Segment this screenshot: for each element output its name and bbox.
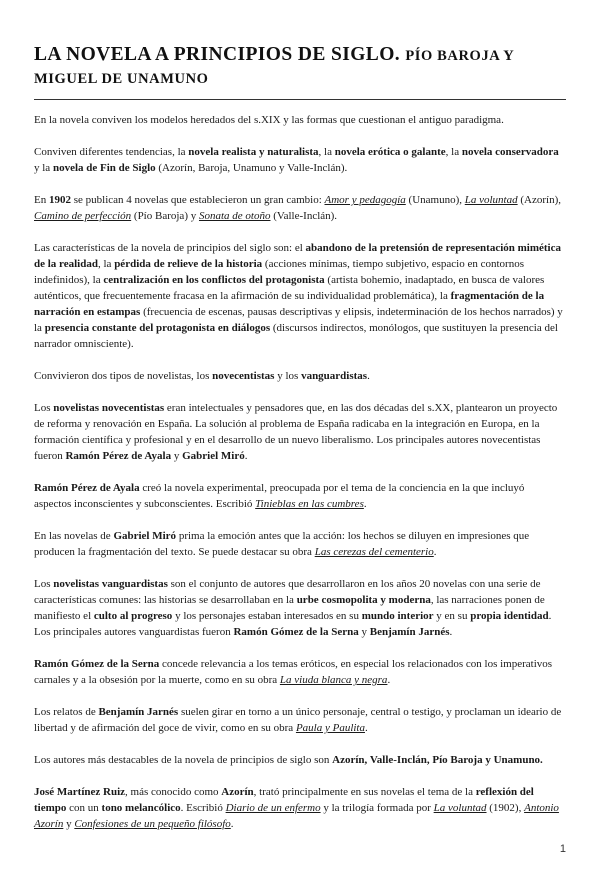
- page-number: 1: [559, 843, 566, 855]
- paragraph: José Martínez Ruiz, más conocido como Azorín, trató principalmente en sus novelas el tema de la reflexión del tiempo con un tono melancólico. Escribió Diario de un enfermo y la trilogía formada por La voluntad (1902), Antonio Azorín y Confesiones de un pequeño filósofo.: [34, 786, 559, 830]
- paragraph: Las características de la novela de principios del siglo son: el abandono de la pretensión de representación mimética de la realidad, la pérdida de relieve de la historia (acciones mínimas, tiempo subjetivo, espacio en contornos indefinidos), la centralización en los conflictos del protagonista (artista bohemio, inadaptado, en busca de valores auténticos, que frecuentemente fracasa en la afirmación de su individualidad problemática), la fragmentación de la narración en estampas (frecuencia de escenas, pausas descriptivas y elipsis, indeterminación de los hechos narrados) y la presencia constante del protagonista en diálogos (discursos indirectos, monólogos, que sustituyen la presencia del narrador omnisciente).: [34, 242, 563, 350]
- link-diario-de-un-enfermo[interactable]: Diario de un enfermo: [225, 802, 321, 814]
- link-paula-y-paulita[interactable]: Paula y Paulita: [295, 722, 365, 734]
- paragraph: Convivieron dos tipos de novelistas, los novecentistas y los vanguardistas.: [34, 370, 370, 382]
- link-la-voluntad[interactable]: La voluntad: [464, 194, 518, 206]
- link-camino-de-perfeccion[interactable]: Camino de perfección: [34, 210, 132, 222]
- title-main: LA NOVELA A PRINCIPIOS DE SIGLO.: [34, 44, 401, 65]
- paragraph: Los novelistas vanguardistas son el conjunto de autores que desarrollaron en los años 20 novelas con una serie de características comunes: las historias se desarrollaban en la urbe cosmopolita y moderna, las narraciones ponen de manifiesto el culto al progreso y los personajes estaban interesados en su mundo interior y en su propia identidad. Los principales autores vanguardistas fueron Ramón Gómez de la Serna y Benjamín Jarnés.: [34, 578, 552, 638]
- paragraph: Los autores más destacables de la novela de principios de siglo son Azorín, Valle-Inclán, Pío Baroja y Unamuno.: [34, 754, 543, 766]
- link-la-viuda-blanca-y-negra[interactable]: La viuda blanca y negra: [279, 674, 388, 686]
- link-las-cerezas-del-cementerio[interactable]: Las cerezas del cementerio: [314, 546, 434, 558]
- title-sub: PÍO BAROJA Y MIGUEL DE UNAMUNO: [34, 48, 514, 87]
- paragraph: Los relatos de Benjamín Jarnés suelen girar en torno a un único personaje, central o testigo, y proclaman un ideario de libertad y de afirmación del goce de vivir, como en su obra Paula y Paulita.: [34, 706, 562, 734]
- paragraph: En las novelas de Gabriel Miró prima la emoción antes que la acción: los hechos se diluyen en impresiones que producen la fragmentación del texto. Se puede destacar su obra Las cerezas del cementerio.: [34, 530, 530, 558]
- paragraph: Conviven diferentes tendencias, la novela realista y naturalista, la novela erótica o galante, la novela conservadora y la novela de Fin de Siglo (Azorín, Baroja, Unamuno y Valle-Inclán).: [34, 146, 559, 174]
- paragraph: Ramón Gómez de la Serna concede relevancia a los temas eróticos, en especial los relacionados con los imperativos carnales y a la obsesión por la muerte, como en su obra La viuda blanca y negra.: [34, 658, 553, 686]
- document-body: [34, 112, 564, 832]
- paragraph: Los novelistas novecentistas eran intelectuales y pensadores que, en las dos décadas del s.XX, plantearon un proyecto de reforma y renovación en España. La solución al problema de España radicaba en la integración en Europa, en la formación científica y profesional y en el desarrollo de un nuevo liberalismo. Los principales autores novecentistas fueron Ramón Pérez de Ayala y Gabriel Miró.: [34, 402, 558, 462]
- title-divider: [34, 99, 566, 100]
- paragraph: En la novela conviven los modelos heredados del s.XIX y las formas que cuestionan el antiguo paradigma.: [34, 114, 504, 126]
- page-title: [34, 44, 564, 90]
- link-sonata-de-otono[interactable]: Sonata de otoño: [198, 210, 271, 222]
- document-page: [0, 44, 600, 892]
- link-confesiones-de-un-pequeno-filosofo[interactable]: Confesiones de un pequeño filósofo: [74, 818, 231, 830]
- link-tinieblas-en-las-cumbres[interactable]: Tinieblas en las cumbres: [255, 498, 364, 510]
- link-antonio-azorin[interactable]: Antonio Azorín: [34, 802, 559, 830]
- link-la-voluntad-2[interactable]: La voluntad: [433, 802, 487, 814]
- paragraph: Ramón Pérez de Ayala creó la novela experimental, preocupada por el tema de la conciencia en la que incluyó aspectos inconscientes y subconscientes. Escribió Tinieblas en las cumbres.: [34, 482, 525, 510]
- link-amor-y-pedagogia[interactable]: Amor y pedagogía: [324, 194, 406, 206]
- paragraph: En 1902 se publican 4 novelas que establecieron un gran cambio: Amor y pedagogía (Unamuno), La voluntad (Azorín), Camino de perfección (Pío Baroja) y Sonata de otoño (Valle-Inclán).: [34, 194, 561, 222]
